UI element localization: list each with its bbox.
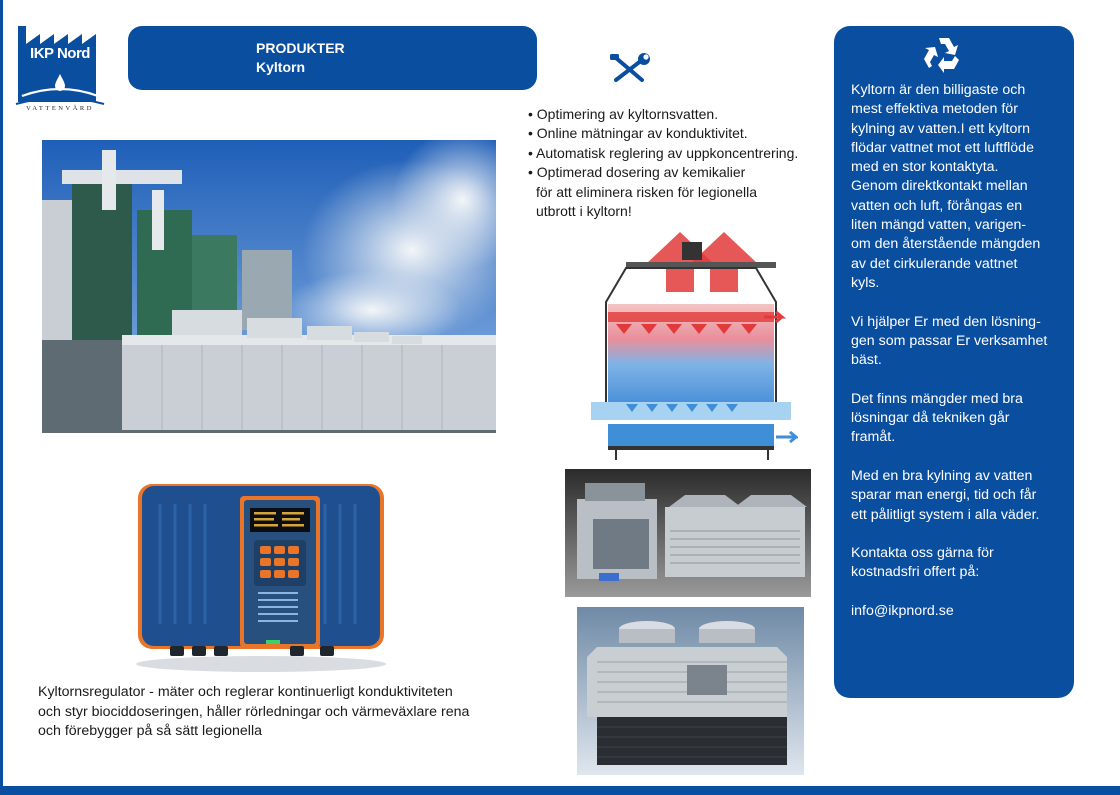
bullet-item: • Optimerad dosering av kemikalier	[528, 164, 746, 181]
cooling-plant-photo	[42, 140, 496, 433]
panel-line: flödar vattnet mot ett luftflöde	[851, 139, 1034, 156]
bullet-item: • Online mätningar av konduktivitet.	[528, 125, 748, 142]
header-banner	[128, 26, 537, 90]
page-frame-bottom	[0, 786, 1120, 795]
panel-text	[851, 81, 1066, 621]
logo-tagline: VATTENVÅRD	[26, 105, 94, 112]
cooling-tower-diagram	[586, 232, 798, 460]
panel-line: kostnadsfri offert på:	[851, 564, 980, 581]
panel-line: liten mängd vatten, varigen-	[851, 217, 1027, 234]
logo-wordmark: IKP Nord	[30, 45, 90, 62]
wrench-screwdriver-icon	[608, 52, 652, 86]
bullet-continuation: utbrott i kyltorn!	[536, 203, 632, 220]
header-title: Kyltorn	[256, 59, 305, 75]
caption-line: och förebygger på så sätt legionella	[38, 723, 262, 739]
panel-line: ett pålitligt system i alla väder.	[851, 506, 1040, 523]
panel-line: Vi hjälper Er med den lösning-	[851, 313, 1041, 330]
cooling-unit-render	[565, 469, 811, 597]
panel-line: Kontakta oss gärna för	[851, 545, 994, 562]
panel-line: Med en bra kylning av vatten	[851, 467, 1033, 484]
panel-line: Genom direktkontakt mellan	[851, 178, 1028, 195]
panel-line: om den återstående mängden	[851, 236, 1041, 253]
cooling-tower-controller	[130, 474, 392, 674]
panel-line: Det finns mängder med bra	[851, 390, 1023, 407]
panel-line: lösningar då tekniken går	[851, 410, 1010, 427]
panel-line: gen som passar Er verksamhet	[851, 332, 1048, 349]
info-panel	[834, 26, 1074, 698]
panel-line: vatten och luft, förångas en	[851, 197, 1023, 214]
recycle-icon	[922, 34, 966, 74]
caption-line: och styr biociddoseringen, håller rörledningar och värmeväxlare rena	[38, 703, 470, 720]
panel-line: kylning av vatten.I ett kyltorn	[851, 120, 1031, 137]
caption-line: Kyltornsregulator - mäter och reglerar kontinuerligt konduktiviteten	[38, 684, 453, 700]
cooling-tower-render	[577, 607, 804, 775]
panel-line: kyls.	[851, 274, 880, 291]
panel-line: sparar man energi, tid och får	[851, 487, 1037, 504]
panel-line: framåt.	[851, 429, 896, 446]
bullet-continuation: för att eliminera risken för legionella	[536, 183, 757, 200]
bullet-item: • Automatisk reglering av uppkoncentrering.	[528, 144, 799, 161]
bullet-item: • Optimering av kyltornsvatten.	[528, 106, 719, 122]
contact-email[interactable]: info@ikpnord.se	[851, 603, 954, 620]
panel-line: bäst.	[851, 352, 882, 369]
panel-line: av det cirkulerande vattnet	[851, 255, 1018, 272]
page-frame-left	[0, 0, 3, 795]
header-section: PRODUKTER	[256, 40, 345, 56]
panel-line: mest effektiva metoden för	[851, 101, 1018, 118]
controller-caption	[38, 683, 508, 742]
panel-line: med en stor kontaktyta.	[851, 159, 999, 176]
panel-line: Kyltorn är den billigaste och	[851, 82, 1026, 98]
ikp-nord-logo	[14, 18, 106, 118]
feature-bullets	[528, 105, 833, 221]
